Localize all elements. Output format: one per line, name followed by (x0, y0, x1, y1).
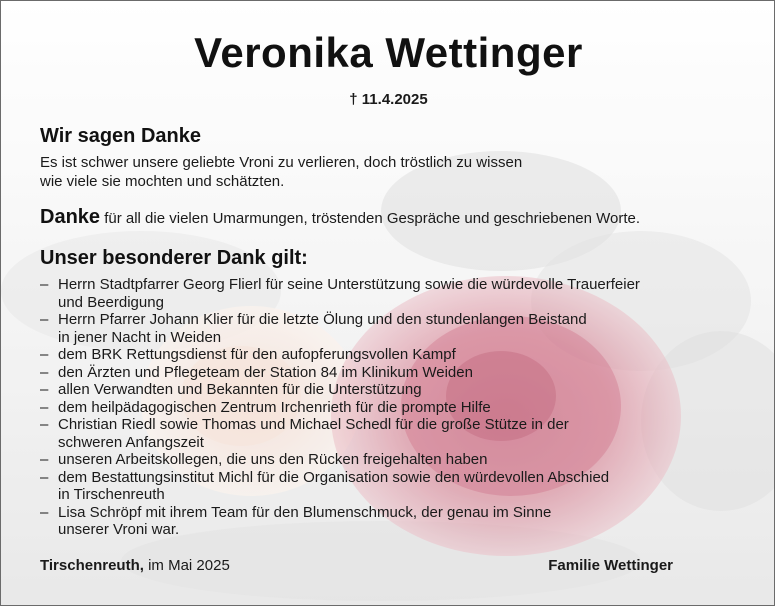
dash-bullet: – (40, 468, 49, 486)
dash-bullet: – (40, 311, 49, 328)
list-item-line: schweren Anfangszeit (58, 433, 204, 451)
list-item (40, 469, 740, 504)
intro-line: wie viele sie mochten und schätzten. (40, 173, 285, 190)
dash-bullet: – (40, 276, 49, 293)
list-item (40, 381, 740, 399)
dash-bullet: – (40, 398, 49, 416)
dash-bullet: – (40, 363, 49, 381)
list-item (40, 311, 740, 346)
notice-content (1, 1, 775, 606)
list-item (40, 364, 740, 382)
dash-bullet: – (40, 503, 49, 521)
list-item-line: Christian Riedl sowie Thomas und Michael Schedl für die große Stütze in der (58, 416, 569, 433)
list-item-line: dem heilpädagogischen Zentrum Irchenrieth für die prompte Hilfe (58, 398, 491, 416)
deceased-name: Veronika Wettinger (194, 29, 583, 76)
intro-line: Es ist schwer unsere geliebte Vroni zu verlieren, doch tröstlich zu wissen (40, 154, 523, 171)
dash-bullet: – (40, 416, 49, 433)
list-item-line: in Tirschenreuth (58, 486, 165, 503)
footer-date: im Mai 2025 (143, 557, 230, 574)
danke-text: für all die vielen Umarmungen, tröstenden Gespräche und geschriebenen Worte. (100, 210, 641, 227)
danke-statement (40, 207, 760, 229)
footer-place: Tirschenreuth, (40, 557, 144, 574)
list-item-line: den Ärzten und Pflegeteam der Station 84 im Klinikum Weiden (58, 363, 473, 381)
list-item-line: Lisa Schröpf mit ihrem Team für den Blumenschmuck, der genau im Sinne (58, 503, 552, 521)
death-date: † 11.4.2025 (349, 91, 428, 108)
list-item (40, 276, 740, 311)
list-item (40, 346, 740, 364)
heading-thanks: Wir sagen Danke (40, 125, 201, 147)
heading-special-thanks: Unser besonderer Dank gilt: (40, 247, 308, 269)
dash-bullet: – (40, 451, 49, 468)
list-item (40, 504, 740, 539)
danke-word: Danke (40, 206, 101, 228)
list-item-line: dem BRK Rettungsdienst für den aufopferungsvollen Kampf (58, 346, 456, 363)
dash-bullet: – (40, 346, 49, 363)
dash-bullet: – (40, 381, 49, 398)
intro-paragraph (40, 153, 640, 191)
list-item-line: und Beerdigung (58, 293, 164, 311)
list-item-line: unserer Vroni war. (58, 521, 180, 538)
list-item-line: dem Bestattungsinstitut Michl für die Organisation sowie den würdevollen Abschied (58, 468, 610, 486)
thanks-list (40, 276, 740, 539)
list-item-line: in jener Nacht in Weiden (58, 328, 222, 346)
list-item (40, 399, 740, 417)
list-item (40, 451, 740, 469)
list-item-line: unseren Arbeitskollegen, die uns den Rücken freigehalten haben (58, 451, 488, 468)
footer-place-date (40, 557, 230, 574)
list-item (40, 416, 740, 451)
list-item-line: Herrn Stadtpfarrer Georg Flierl für seine Unterstützung sowie die würdevolle Trauerfeier (58, 276, 640, 293)
list-item-line: allen Verwandten und Bekannten für die Unterstützung (58, 381, 422, 398)
footer-signature: Familie Wettinger (548, 557, 673, 574)
list-item-line: Herrn Pfarrer Johann Klier für die letzte Ölung und den stundenlangen Beistand (58, 311, 587, 328)
